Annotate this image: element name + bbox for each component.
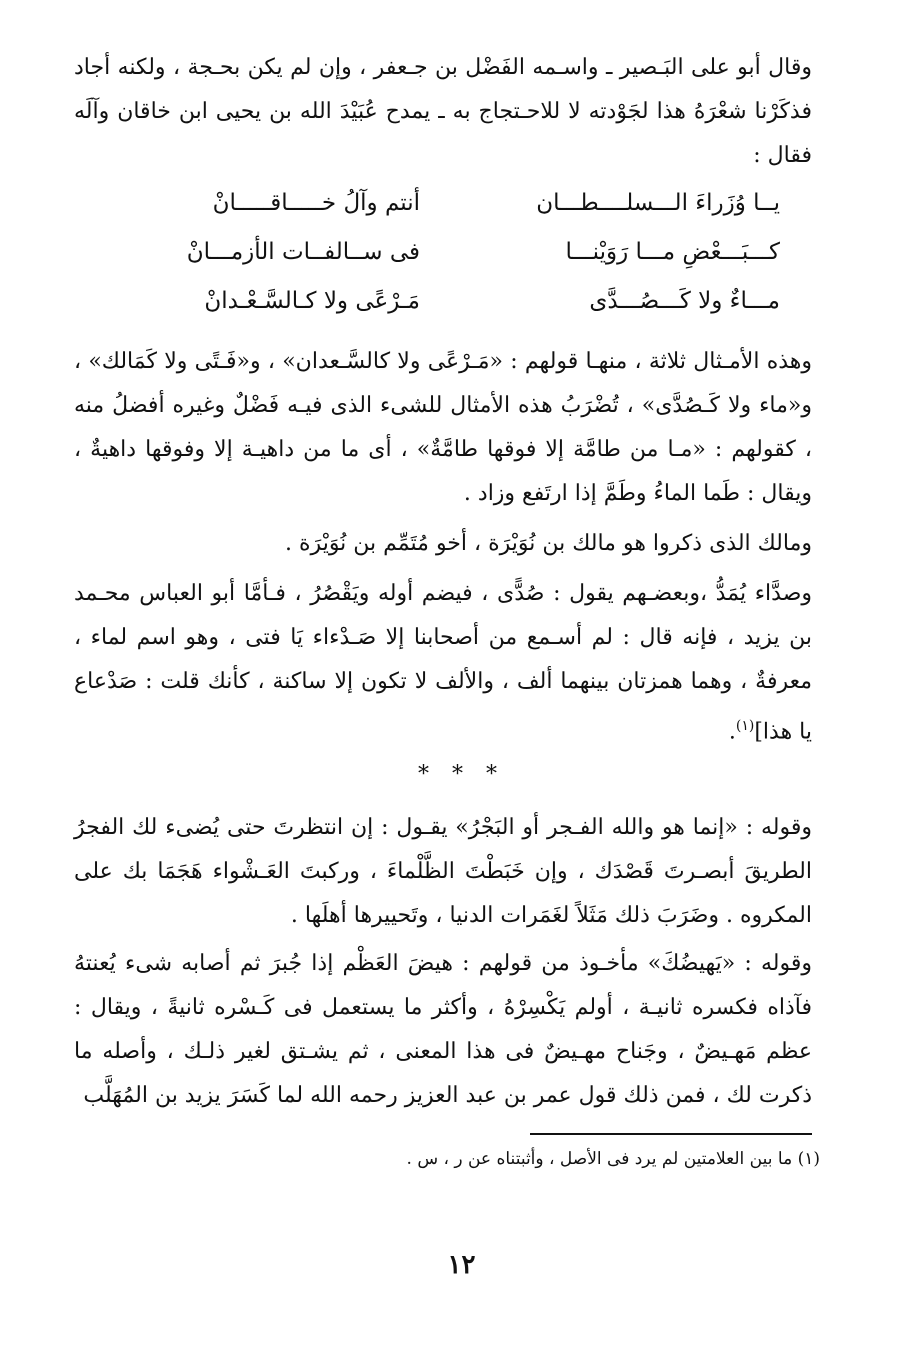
verse-3-first-hemistich: مـــاءٌ ولا كَـــصُـــدَّى xyxy=(589,288,780,314)
poem-verse-2 xyxy=(120,227,780,277)
verse-1-first-hemistich: يــا وُزَراءَ الـــسلــــطـــان xyxy=(536,190,780,216)
page-number: ١٢ xyxy=(447,1250,476,1280)
proverbs-paragraph: وهذه الأمـثال ثلاثة ، منهـا قولهم : «مَـرْعًى ولا كالسَّـعدان» ، و«فَـتًى ولا كَمَالك» ، و«ماء ولا كَـصُدَّى» ، تُضْرَبُ هذه الأمثال للشىء الذى فيـه فَضْلٌ وغيره أفضلُ منه ، كقولهم : «مـا من طامَّة إلا فوقها طامَّةٌ» ، أى ما من داهيـة إلا وفوقها داهيةٌ ، ويقال : طَما الماءُ وطَمَّ إذا ارتَفع وزاد . xyxy=(74,349,812,506)
verse-3-second-hemistich: مَـرْعًى ولا كـالسَّـعْـدانْ xyxy=(204,288,420,314)
dawn-paragraph: وقوله : «إنما هو والله الفـجر أو البَجْرُ» يقـول : إن انتظرتَ حتى يُضىء لك الفجرُ الطريقَ أبصـرتَ قَصْدَك ، وإن خَبَطْتَ الظَّلْماءَ ، وركبتَ العَـشْواء هَجَمَا بك على المكروه . وضَرَبَ ذلك مَثَلاً لغَمَرات الدنيا ، وتَحييرها أهلَها . xyxy=(74,815,812,928)
saddaa-paragraph: وصدَّاء يُمَدُّ ،وبعضـهم يقول : صُدًّى ، فيضم أوله ويَقْصُرُ ، فـأمَّا أبو العباس محـمد بن يزيد ، فإنه قال : لم أسـمع من أصحابنا إلا صَـدْءاء يَا فتى ، وهو اسم لماء ، معرفةٌ ، وهما همزتان بينهما ألف ، والألف لا تكون إلا ساكنة ، كأنك قلت : صَدْعاع يا هذا]$^{(١)}$. xyxy=(74,581,812,745)
verse-2-second-hemistich: فى ســالفــات الأزمـــانْ xyxy=(186,239,420,265)
section-divider: * * * xyxy=(418,762,505,787)
footnote-rule xyxy=(530,1133,812,1135)
intro-paragraph xyxy=(74,46,812,178)
poem-verse-3 xyxy=(120,276,780,326)
saddaa-text: وصدَّاء يُمَدُّ ،وبعضـهم يقول : صُدًّى ، فيضم أوله ويَقْصُرُ ، فـأمَّا أبو العباس محـمد بن يزيد ، فإنه قال : لم أسـمع من أصحابنا إلا صَـدْءاء يَا فتى ، وهو اسم لماء ، معرفةٌ ، وهما همزتان بينهما ألف ، والألف لا تكون إلا ساكنة ، كأنك قلت : صَدْعاع يا هذا] xyxy=(74,581,812,745)
verse-1-second-hemistich: أنتم وآلُ خـــــاقـــــانْ xyxy=(212,190,420,216)
poem-verse-1 xyxy=(120,178,780,228)
footnote-marker: (١) xyxy=(735,718,755,734)
yahidhuka-paragraph: وقوله : «يَهيضُكَ» مأخـوذ من قولهم : هيضَ العَظْم إذا جُبرَ ثم أصابه شىء يُعنتهُ فآذاه فكسره ثانيـة ، أولم يَكْسِرْهُ ، وأكثر ما يستعمل فى كَـسْره ثانيةً ، ويقال : عظم مَهـيضٌ ، وجَناح مهـيضٌ فى هذا المعنى ، ثم يشـتق لغير ذلـك ، وأصله ما ذكرت لك ، فمن ذلك قول عمر بن عبد العزيز رحمه الله لما كَسَرَ يزيد بن المُهَلَّب xyxy=(74,951,812,1108)
verse-2-first-hemistich: كـــبَـــعْضِ مـــا رَوَيْنـــا xyxy=(565,239,780,265)
intro-text: وقال أبو على البَـصير ـ واسـمه الفَضْل بن جـعفر ، وإن لم يكن بحـجة ، ولكنه أجاد فذكَرْنا شعْرَهُ هذا لجَوْدته لا للاحـتجاج به ـ يمدح عُبَيْدَ الله بن يحيى ابن خاقان وآلَه فقال : xyxy=(74,55,812,168)
footnote-text: (١) ما بين العلامتين لم يرد فى الأصل ، وأثبتناه عن ر ، س . xyxy=(406,1149,820,1169)
malik-paragraph: ومالك الذى ذكروا هو مالك بن نُوَيْرَة ، أخو مُتَمِّم بن نُوَيْرَة . xyxy=(285,531,812,556)
